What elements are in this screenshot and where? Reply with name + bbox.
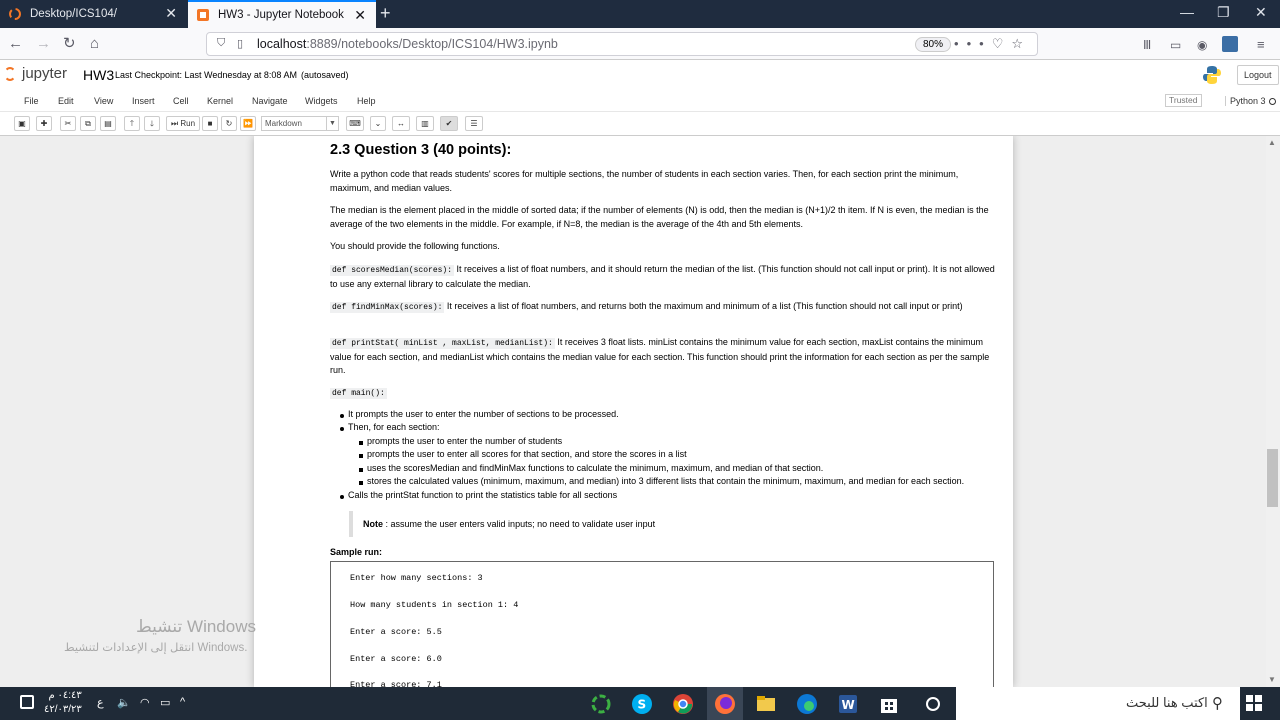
new-tab-icon[interactable]: + (380, 3, 391, 23)
jupyter-favicon-icon (8, 7, 22, 21)
sample-line: Enter how many sections: 3 (350, 573, 483, 583)
menu-cell[interactable]: Cell (173, 96, 189, 106)
notebook-page (254, 136, 1013, 687)
trusted-badge[interactable]: Trusted (1165, 94, 1202, 107)
search-icon: ⚲ (1212, 695, 1223, 712)
extension-icon[interactable] (1222, 36, 1238, 52)
sub-list-item: prompts the user to enter all scores for that section, and store the scores in a list (367, 449, 687, 459)
jupyter-header (0, 60, 1280, 90)
note-blockquote (349, 511, 1009, 537)
logout-button[interactable]: Logout (1237, 65, 1279, 85)
sample-line: Enter a score: 6.0 (350, 654, 442, 664)
firefox-icon[interactable] (714, 693, 736, 715)
clock-time: ٠٤:٤٣ م (48, 690, 82, 701)
kernel-indicator (1225, 96, 1276, 106)
sub-list-item: prompts the user to enter the number of students (367, 436, 563, 446)
stop-icon[interactable]: ■ (202, 116, 218, 131)
minimize-icon[interactable]: — (1180, 4, 1194, 20)
more-icon[interactable]: ••• (954, 36, 992, 51)
function-description: It receives 3 float lists. minList contains the minimum value for each section, maxList contains the minimum value for each section, and medianList which contains the median value for each section. This function should print the information for each section as per the sample run. (330, 337, 990, 375)
menu-navigate[interactable]: Navigate (252, 96, 288, 106)
sample-line: Enter a score: 7.1 (350, 680, 442, 687)
sample-line: How many students in section 1: 4 (350, 600, 519, 610)
bookmark-star-icon[interactable]: ☆ (1011, 36, 1031, 51)
question-heading: 2.3 Question 3 (40 points): (330, 142, 512, 158)
sample-run-output (330, 561, 994, 687)
median-paragraph: The median is the element placed in the middle of sorted data; if the number of elements (N) is odd, then the median is (N+1)/2 th item. If N is even, the median is the average of the two elements in the middle. For example, if N=8, the median is the average of the 4th and 5th elements. (330, 205, 989, 229)
run-button[interactable] (166, 116, 200, 131)
zoom-indicator[interactable]: 80% (915, 37, 951, 52)
cut-icon[interactable]: ✂ (60, 116, 76, 131)
edge-icon[interactable] (796, 693, 818, 715)
jupyter-favicon-icon (196, 8, 210, 22)
skype-icon[interactable] (631, 693, 653, 715)
menu-file[interactable]: File (24, 96, 39, 106)
sub-list-item: uses the scoresMedian and findMinMax functions to calculate the minimum, maximum, and median of that section. (367, 463, 824, 473)
autosave-status: (autosaved) (300, 70, 349, 80)
notebook-name[interactable]: HW3 (83, 67, 115, 83)
restart-run-all-icon[interactable]: ⏩ (240, 116, 256, 131)
cortana-icon[interactable] (922, 693, 944, 715)
close-icon[interactable]: ✕ (165, 5, 177, 21)
page-info-icon[interactable]: ▯ (237, 38, 244, 50)
save-icon[interactable]: ▣ (14, 116, 30, 131)
language-indicator[interactable]: ع (97, 697, 104, 709)
chrome-icon[interactable] (672, 693, 694, 715)
keyboard-icon[interactable]: ⌨ (346, 116, 364, 131)
sample-run-heading: Sample run: (330, 547, 383, 557)
pocket-icon[interactable]: ♡ (991, 36, 1012, 51)
python-logo-icon (1202, 65, 1222, 85)
chevron-up-icon[interactable]: ^ (180, 696, 186, 708)
battery-icon[interactable]: ▭ (160, 697, 171, 709)
activation-watermark-text: انتقل إلى الإعدادات لتنشيط Windows. (64, 642, 248, 654)
checkpoint-text: Last Checkpoint: Last Wednesday at 8:08 AM (115, 70, 297, 80)
tab-label: HW3 - Jupyter Notebook (218, 9, 344, 21)
reload-icon[interactable]: ↻ (63, 35, 76, 52)
page-scrollbar[interactable] (1266, 136, 1280, 687)
activation-watermark-title: تنشيط Windows (136, 617, 256, 636)
expand-width-icon[interactable]: ↔ (392, 116, 410, 131)
jupyter-logo-icon (4, 67, 16, 81)
taskbar-search[interactable] (956, 687, 1240, 720)
back-icon[interactable]: ← (8, 35, 23, 52)
cell-type-select[interactable] (261, 116, 339, 131)
copy-icon[interactable]: ⧉ (80, 116, 96, 131)
browser-tab-strip (0, 0, 1280, 28)
kernel-name: Python 3 (1230, 96, 1266, 106)
scroll-down-icon[interactable]: ▼ (1268, 675, 1276, 684)
file-explorer-icon[interactable] (755, 693, 777, 715)
windows-start-icon[interactable] (1246, 695, 1262, 711)
move-up-icon[interactable]: 🡑 (124, 116, 140, 131)
inline-code: def scoresMedian(scores): (332, 266, 453, 275)
restart-icon[interactable]: ↻ (221, 116, 237, 131)
checkpoint-status (115, 70, 348, 80)
list-item: It prompts the user to enter the number of sections to be processed. (348, 409, 619, 419)
function-findminmax (330, 300, 998, 315)
chevron-down-icon: ▼ (326, 117, 338, 130)
list-item: Then, for each section: (348, 422, 440, 432)
scrollbar-thumb[interactable] (1267, 449, 1278, 507)
functions-intro: You should provide the following functions. (330, 241, 500, 251)
volume-icon[interactable]: 🔈 (117, 697, 131, 709)
intro-paragraph: Write a python code that reads students' scores for multiple sections, the number of students in each section varies. Then, for each section print the minimum, maximum, and median values. (330, 169, 959, 193)
svg-text:W: W (841, 698, 855, 712)
note-label: Note (363, 519, 383, 529)
jupyter-menubar (0, 90, 1280, 112)
run-label: Run (180, 119, 196, 128)
app-spinner-icon[interactable] (590, 693, 612, 715)
url-actions (954, 36, 1031, 52)
jupyter-logo-text: jupyter (22, 65, 68, 82)
inline-code: def findMinMax(scores): (332, 303, 443, 312)
url-bar[interactable] (206, 32, 1038, 56)
menu-widgets[interactable]: Widgets (305, 96, 338, 106)
insert-cell-icon[interactable]: ✚ (36, 116, 52, 131)
list-icon[interactable]: ☰ (465, 116, 483, 131)
function-description: It receives a list of float numbers, and returns both the maximum and minimum of a list (This function should not call input or print) (444, 301, 963, 311)
store-icon[interactable] (878, 693, 900, 715)
menu-icon[interactable]: ≡ (1257, 37, 1265, 52)
chart-icon[interactable]: ▥ (416, 116, 434, 131)
menu-edit[interactable]: Edit (58, 96, 74, 106)
function-description: It receives a list of float numbers, and it should return the median of the list. (This function should not call input or print). It is not allowed to use any external library to calculate the median. (330, 264, 995, 289)
inline-code: def main(): (332, 389, 385, 398)
url-text (257, 37, 558, 51)
menu-insert[interactable]: Insert (132, 96, 155, 106)
notebook-area (0, 136, 1280, 687)
library-icon[interactable]: Ⅲ (1143, 38, 1152, 52)
kernel-idle-icon (1269, 98, 1276, 105)
check-icon[interactable]: ✔ (440, 116, 458, 131)
menu-kernel[interactable]: Kernel (207, 96, 234, 106)
menu-help[interactable]: Help (357, 96, 376, 106)
note-text: : assume the user enters valid inputs; no need to validate user input (383, 519, 656, 529)
tab-label: Desktop/ICS104/ (30, 8, 117, 20)
url-path: :8889/notebooks/Desktop/ICS104/HW3.ipynb (306, 37, 558, 51)
list-item: Calls the printStat function to print the statistics table for all sections (348, 490, 618, 500)
inline-code: def printStat( minList , maxList, medianList): (332, 339, 553, 348)
home-icon[interactable]: ⌂ (90, 35, 100, 52)
sample-line: Enter a score: 5.5 (350, 627, 442, 637)
tab-hw3-notebook[interactable] (188, 0, 376, 28)
search-placeholder: اكتب هنا للبحث (1126, 695, 1208, 710)
move-down-icon[interactable]: 🡓 (144, 116, 160, 131)
function-printstat (330, 336, 998, 378)
scroll-up-icon[interactable]: ▲ (1268, 138, 1276, 147)
jupyter-logo[interactable] (4, 65, 67, 82)
clock[interactable] (44, 689, 82, 717)
function-main (330, 386, 998, 401)
windows-taskbar (0, 687, 1280, 720)
notification-icon[interactable] (20, 695, 34, 709)
sub-list-item: stores the calculated values (minimum, maximum, and median) into 3 different lists that contain the minimum, maximum, and median for each section. (367, 476, 965, 486)
clock-date: ٤٢/٠٣/٢٣ (44, 704, 82, 715)
function-scoresmedian (330, 263, 998, 291)
browser-navbar (0, 28, 1280, 60)
word-icon[interactable] (837, 693, 859, 715)
collapse-icon[interactable]: ⌄ (370, 116, 386, 131)
svg-text:S: S (637, 697, 647, 712)
account-icon[interactable]: ◉ (1197, 38, 1208, 52)
window-close-icon[interactable]: ✕ (1255, 4, 1267, 20)
sidebar-icon[interactable]: ▭ (1170, 38, 1182, 52)
restore-icon[interactable]: ❐ (1217, 4, 1230, 20)
shield-icon[interactable]: ⛉ (217, 37, 226, 49)
tab-desktop-ics104[interactable] (0, 0, 187, 28)
wifi-icon[interactable]: ◠ (140, 697, 150, 709)
close-icon[interactable]: ✕ (354, 7, 366, 23)
jupyter-toolbar (0, 112, 1280, 136)
cell-type-value: Markdown (265, 119, 302, 128)
paste-icon[interactable]: ▤ (100, 116, 116, 131)
forward-icon[interactable]: → (36, 35, 51, 52)
run-icon: ⏭ (170, 119, 179, 128)
url-host: localhost (257, 37, 307, 51)
menu-view[interactable]: View (94, 96, 114, 106)
